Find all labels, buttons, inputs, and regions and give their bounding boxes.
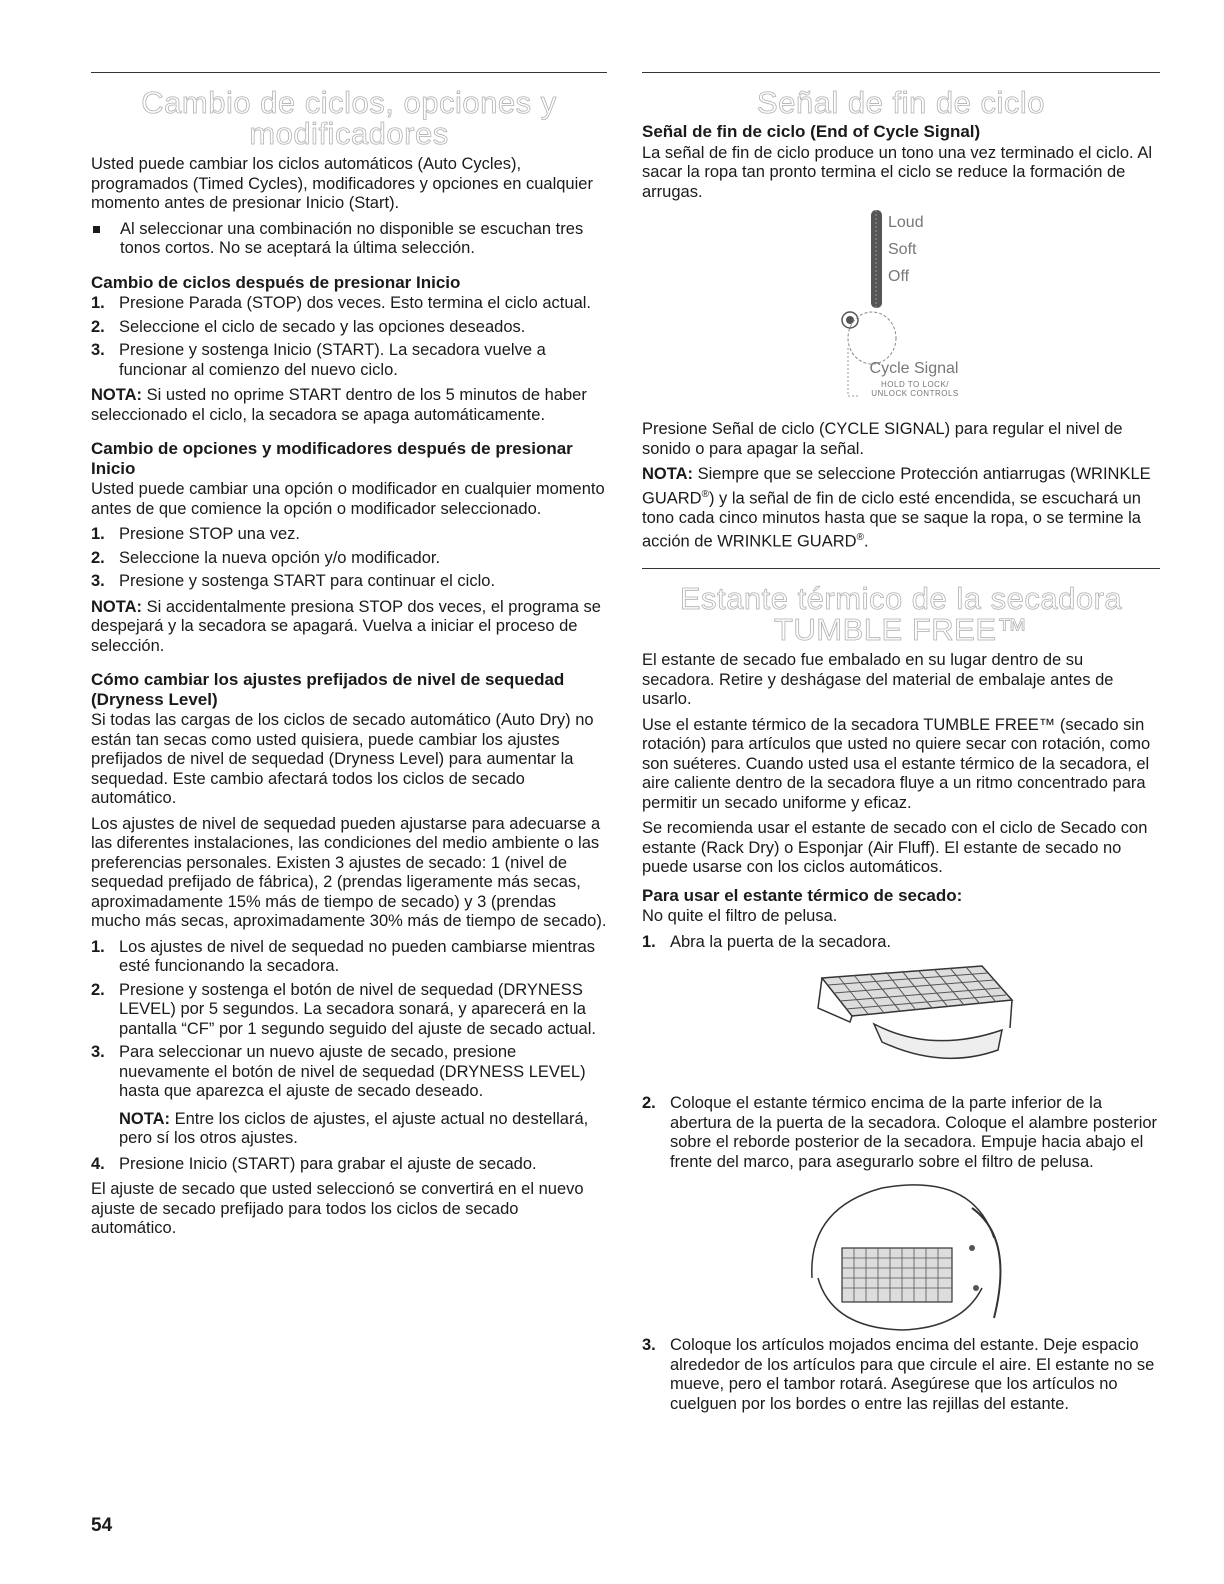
note-paragraph: [119, 1110, 607, 1149]
level-loud: Loud: [888, 214, 924, 231]
section-title-signal: Señal de fin de ciclo: [757, 85, 1045, 120]
list-item: 3. Para seleccionar un nuevo ajuste de secado, presione nuevamente el botón de nivel de sequedad (DRYNESS LEVEL) hasta que aparezca el ajuste de secado deseado. NOTA: Entre los ciclos de ajustes, el ajuste actual no destellará, pero sí los otros ajustes.: [91, 1043, 607, 1149]
paragraph: Los ajustes de nivel de sequedad pueden ajustarse para adecuarse a las diferentes instalaciones, las condiciones del medio ambiente o las preferencias personales. Existen 3 ajustes de secado: 1 (nivel de sequedad prefijado de fábrica), 2 (prendas ligeramente más secas, aproximadamente 15% más de tiempo de secado) y 3 (prendas mucho más secas, aproximadamente 30% más de tiempo de secado).: [91, 814, 607, 930]
list-item: 2. Coloque el estante térmico encima de la parte inferior de la abertura de la puerta de la secadora. Coloque el alambre posterior sobre el reborde posterior de la secadora. Empuje hacia abajo el frente del marco, para asegurarlo sobre el filtro de pelusa.: [642, 1094, 1158, 1171]
step-text: Para seleccionar un nuevo ajuste de secado, presione nuevamente el botón de nivel de sequedad (DRYNESS LEVEL) hasta que aparezca el ajuste de secado deseado.: [119, 1043, 586, 1100]
drying-rack-illustration: [642, 958, 1160, 1094]
list-item: 2. Seleccione el ciclo de secado y las opciones deseados.: [91, 317, 526, 336]
rack-steps-2: [642, 1094, 1160, 1172]
title-line: modificadores: [249, 116, 449, 151]
list-item: 3. Presione y sostenga START para continuar el ciclo.: [91, 572, 496, 590]
list-item: 2. Seleccione la nueva opción y/o modificador.: [91, 548, 441, 567]
heading-change-cycles: Cambio de ciclos después de presionar Inicio: [91, 272, 461, 292]
dryer-opening-illustration: [642, 1178, 1160, 1336]
cycle-signal-label: Cycle Signal: [869, 360, 959, 377]
note-label: NOTA:: [91, 386, 143, 404]
section-divider: [642, 72, 1160, 73]
title-line: Estante térmico de la secadora: [679, 581, 1123, 616]
signal-button-icon: [848, 312, 896, 364]
steps-list-2: [91, 525, 607, 592]
note-paragraph: [91, 386, 607, 425]
paragraph: El ajuste de secado que usted seleccionó se convertirá en el nuevo ajuste de secado prefijado para todos los ciclos de secado automático.: [91, 1180, 584, 1237]
paragraph: La señal de fin de ciclo produce un tono una vez terminado el ciclo. Al sacar la ropa tan pronto termina el ciclo se reduce la formación de arrugas.: [642, 143, 1152, 201]
list-item: 1. Los ajustes de nivel de sequedad no pueden cambiarse mientras esté funcionando la secadora.: [91, 937, 596, 975]
note-label: NOTA:: [91, 597, 143, 616]
steps-list-1: [91, 294, 607, 380]
note-paragraph: [91, 598, 607, 657]
list-item: 1. Presione STOP una vez.: [91, 525, 300, 543]
paragraph: Se recomienda usar el estante de secado con el ciclo de Secado con estante (Rack Dry) o Esponjar (Air Fluff). El estante de secado no puede usarse con los ciclos automáticos.: [642, 819, 1148, 876]
rack-steps-1: [642, 933, 1160, 953]
heading-dryness-level: Cómo cambiar los ajustes prefijados de nivel de sequedad (Dryness Level): [91, 670, 565, 709]
heading-end-of-cycle: Señal de fin de ciclo (End of Cycle Signal): [642, 122, 981, 141]
dryer-figure: [642, 1178, 1160, 1336]
list-item: 1. Presione Parada (STOP) dos veces. Esto termina el ciclo actual.: [91, 294, 591, 312]
paragraph: No quite el filtro de pelusa.: [642, 907, 838, 925]
cycle-signal-figure: [642, 208, 1160, 420]
list-item: 1. Abra la puerta de la secadora.: [642, 932, 892, 951]
bullet-square-icon: [93, 226, 100, 233]
list-item: 3. Presione y sostenga Inicio (START). La secadora vuelve a funcionar al comienzo del nuevo ciclo.: [91, 341, 546, 379]
list-item: 2. Presione y sostenga el botón de nivel de sequedad (DRYNESS LEVEL) por 5 segundos. La secadora sonará, y aparecerá en la pantalla “CF” por 1 segundo seguido del ajuste de secado actual.: [91, 980, 596, 1038]
level-soft: Soft: [888, 241, 917, 258]
note-paragraph: NOTA: Siempre que se seleccione Protección antiarrugas (WRINKLE GUARD®) y la señal de fin de ciclo esté encendida, se escuchará un tono cada cinco minutos hasta que se saque la ropa, o se termine la acción de WRINKLE GUARD®.: [642, 465, 1151, 551]
section-title-cycles: [91, 87, 607, 149]
paragraph: Presione Señal de ciclo (CYCLE SIGNAL) para regular el nivel de sonido o para apagar la señal.: [642, 420, 1123, 458]
intro-paragraph: Usted puede cambiar los ciclos automáticos (Auto Cycles), programados (Timed Cycles), modificadores y opciones en cualquier momento antes de presionar Inicio (Start).: [91, 155, 593, 212]
paragraph: El estante de secado fue embalado en su lugar dentro de su secadora. Retire y deshágase del material de embalaje antes de usarlo.: [642, 651, 1114, 708]
level-off: Off: [888, 268, 910, 285]
bullet-text: Al seleccionar una combinación no disponible se escuchan tres tonos cortos. No se aceptará la última selección.: [120, 219, 584, 257]
steps-list-3: [91, 938, 607, 1175]
rack-figure: [642, 958, 1160, 1094]
heading-use-rack: Para usar el estante térmico de secado:: [642, 885, 963, 905]
note-text: Si usted no oprime START dentro de los 5 minutos de haber seleccionado el ciclo, la secadora se apaga automáticamente.: [91, 386, 587, 424]
section-divider: [642, 568, 1160, 569]
paragraph: Usted puede cambiar una opción o modificador en cualquier momento antes de que comience la opción o modificador seleccionado.: [91, 480, 605, 518]
paragraph: Use el estante térmico de la secadora TUMBLE FREE™ (secado sin rotación) para artículos que usted no quiere secar con rotación, como son suéteres. Cuando usted usa el estante térmico de la secadora, el aire caliente dentro de la secadora fluye a un ritmo concentrado para permitir un secado uniforme y eficaz.: [642, 715, 1151, 812]
title-line: TUMBLE FREE™: [773, 612, 1029, 647]
list-item: 3. Coloque los artículos mojados encima del estante. Deje espacio alrededor de los artículos para que circule el aire. El estante no se mueve, pero el tambor rotará. Asegúrese que los artículos no cuelguen por los bordes o entre las rejillas del estante.: [642, 1336, 1155, 1413]
page-number: 54: [91, 1515, 113, 1536]
note-label: NOTA:: [119, 1109, 171, 1128]
heading-change-options: Cambio de opciones y modificadores después de presionar Inicio: [91, 439, 573, 478]
note-text: Entre los ciclos de ajustes, el ajuste actual no destellará, pero sí los otros ajustes.: [119, 1109, 589, 1147]
note-label: NOTA:: [642, 465, 694, 483]
note-text: Si accidentalmente presiona STOP dos veces, el programa se despejará y la secadora se apagará. Vuelva a iniciar el proceso de selección.: [91, 597, 601, 655]
list-item: 4. Presione Inicio (START) para grabar el ajuste de secado.: [91, 1154, 537, 1173]
paragraph: Si todas las cargas de los ciclos de secado automático (Auto Dry) no están tan secas como usted quisiera, puede cambiar los ajustes prefijados de nivel de sequedad (Dryness Level) para aumentar la sequedad. Este cambio afectará todos los ciclos de secado automático.: [91, 711, 594, 807]
section-title-rack: [642, 583, 1160, 645]
right-column: [642, 72, 1160, 1420]
hold-to-lock-label: HOLD TO LOCK/ UNLOCK CONTROLS: [871, 380, 959, 398]
rack-steps-3: [642, 1336, 1160, 1414]
title-line: Cambio de ciclos, opciones y: [141, 85, 557, 120]
section-divider: [91, 72, 607, 73]
left-column: [91, 72, 607, 1245]
bullet-item: [91, 220, 607, 259]
